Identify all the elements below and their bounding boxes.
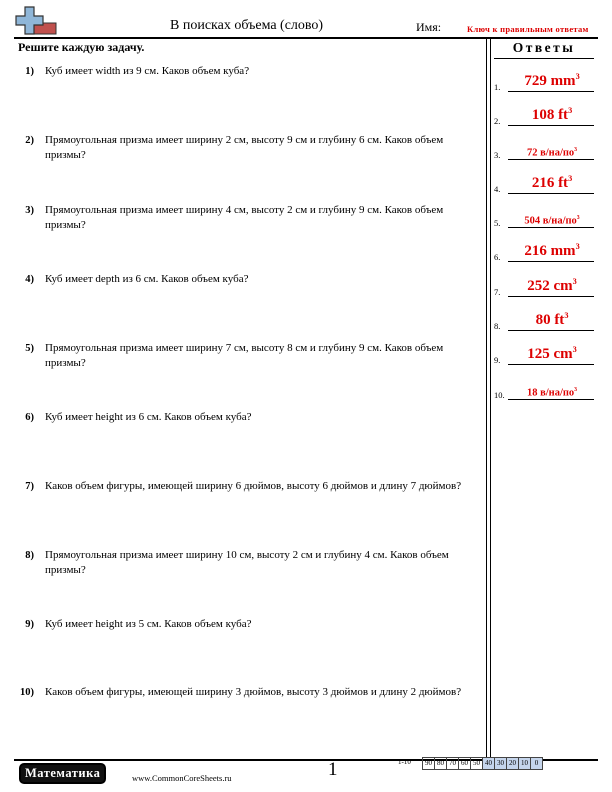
question-number: 9) <box>25 619 34 630</box>
question-text: Куб имеет height из 6 см. Каков объем куба? <box>45 411 252 423</box>
logo-plus-minus-icon <box>14 5 58 37</box>
answer-number: 9. <box>494 355 501 365</box>
answers-heading: Ответы <box>512 40 576 55</box>
score-cell: 20 <box>506 757 518 770</box>
answer-value: 252 $cm^3$ <box>527 277 577 294</box>
question-text: Прямоугольная призма имеет ширину 4 см, высоту 2 см и глубину 9 см. Каков объем призмы? <box>45 204 444 231</box>
score-cell: 0 <box>530 757 543 770</box>
answer-value: 72 $в/на/по^3$ <box>526 146 578 158</box>
score-cell: 60 <box>458 757 470 770</box>
answer-row <box>494 309 598 331</box>
question-text: Прямоугольная призма имеет ширину 7 см, высоту 8 см и глубину 9 см. Каков объем призмы? <box>45 342 444 369</box>
question-text: Куб имеет depth из 6 см. Каков объем куба? <box>45 273 249 285</box>
answer-line <box>508 193 594 194</box>
answer-value: 108 $ft^3$ <box>531 106 573 123</box>
answer-number: 5. <box>494 218 501 228</box>
answer-value: 504 $в/на/по^3$ <box>524 214 580 226</box>
answer-column-divider <box>486 37 487 759</box>
answer-number: 3. <box>494 150 501 160</box>
answer-number: 6. <box>494 252 501 262</box>
question-text: Каков объем фигуры, имеющей ширину 3 дюймов, высоту 3 дюймов и длину 2 дюймов? <box>45 686 462 698</box>
question-number: 8) <box>25 550 34 561</box>
answer-value: 216 $mm^3$ <box>524 242 580 259</box>
answer-value: 80 $ft^3$ <box>535 311 569 328</box>
question-text: Прямоугольная призма имеет ширину 2 см, высоту 9 см и глубину 6 см. Каков объем призмы? <box>45 134 444 161</box>
answers-heading-underline <box>494 58 594 59</box>
brand-badge: Математика <box>19 763 106 784</box>
answer-key-label: Ключ к правильным ответам <box>467 24 589 34</box>
answer-row <box>494 343 598 365</box>
answer-row <box>494 104 598 126</box>
score-cell: 40 <box>482 757 494 770</box>
answer-value: 729 $mm^3$ <box>524 72 580 89</box>
answer-line <box>508 91 594 92</box>
question-number: 2) <box>25 135 34 146</box>
site-url[interactable]: www.CommonCoreSheets.ru <box>132 773 232 783</box>
answer-number: 2. <box>494 116 501 126</box>
score-cell: 10 <box>518 757 530 770</box>
answer-row <box>494 206 598 228</box>
answer-line <box>508 125 594 126</box>
answer-line <box>508 330 594 331</box>
score-range-label: 1-10 <box>398 758 411 766</box>
page-number: 1 <box>328 759 338 780</box>
answer-value: 18 $в/на/по^3$ <box>526 386 578 398</box>
answer-row <box>494 275 598 297</box>
instruction: Решите каждую задачу. <box>18 40 145 54</box>
question-text: Куб имеет width из 9 см. Каков объем куба? <box>45 65 250 77</box>
answer-row <box>494 172 598 194</box>
answer-row <box>494 138 598 160</box>
answer-value: 125 $cm^3$ <box>527 345 577 362</box>
score-cell: 50 <box>470 757 482 770</box>
answer-column-divider-inner <box>490 37 491 759</box>
answer-number: 1. <box>494 82 501 92</box>
score-cell: 90 <box>422 757 434 770</box>
header-divider <box>14 37 598 39</box>
answer-row <box>494 378 598 400</box>
answer-line <box>508 399 594 400</box>
question-text: Каков объем фигуры, имеющей ширину 6 дюймов, высоту 6 дюймов и длину 7 дюймов? <box>45 480 462 492</box>
question-number: 4) <box>25 274 34 285</box>
score-cell: 30 <box>494 757 506 770</box>
score-cell: 80 <box>434 757 446 770</box>
question-number: 10) <box>20 687 34 698</box>
answer-number: 8. <box>494 321 501 331</box>
answer-number: 7. <box>494 287 501 297</box>
answer-line <box>508 364 594 365</box>
answer-line <box>508 159 594 160</box>
question-number: 6) <box>25 412 34 423</box>
answer-row <box>494 240 598 262</box>
question-number: 7) <box>25 481 34 492</box>
question-text: Куб имеет height из 5 см. Каков объем куба? <box>45 618 252 630</box>
question-text: Прямоугольная призма имеет ширину 10 см, высоту 2 см и глубину 4 см. Каков объем призмы? <box>45 549 449 576</box>
worksheet-title: В поисках объема (слово) <box>170 18 324 33</box>
answer-line <box>508 261 594 262</box>
answer-row <box>494 70 598 92</box>
question-number: 5) <box>25 343 34 354</box>
answer-line <box>508 296 594 297</box>
answer-number: 10. <box>494 390 505 400</box>
answer-line <box>508 227 594 228</box>
answer-value: 216 $ft^3$ <box>531 174 573 191</box>
question-number: 3) <box>25 205 34 216</box>
score-table <box>398 757 543 770</box>
name-label: Имя: <box>416 20 442 34</box>
score-cell: 70 <box>446 757 458 770</box>
answer-number: 4. <box>494 184 501 194</box>
question-number: 1) <box>25 66 34 77</box>
